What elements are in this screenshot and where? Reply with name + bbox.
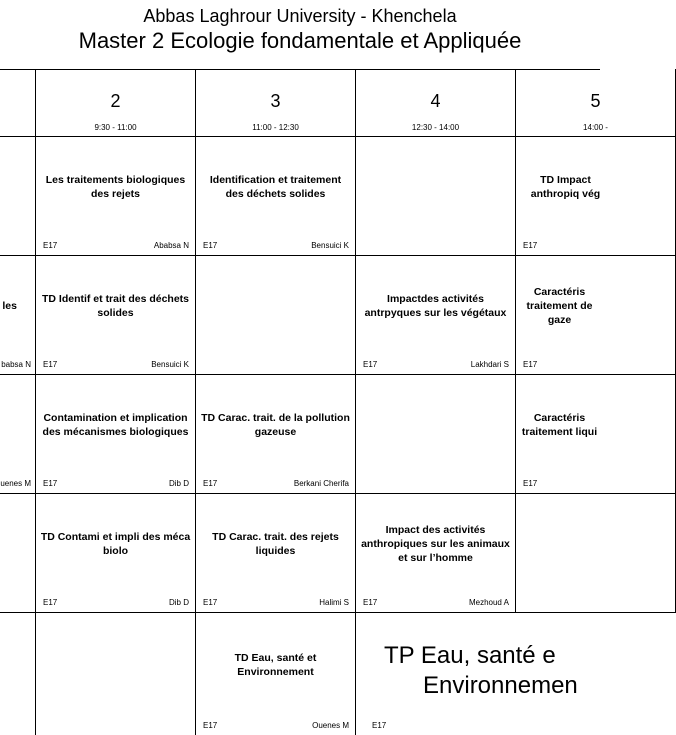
course-title [200,256,351,356]
session-cell[interactable] [0,375,36,494]
slot-header-2 [36,69,196,137]
room-code: E17 [43,241,58,250]
room-code: E17 [43,360,58,369]
room-code: E17 [43,479,58,488]
teacher-name: Lakhdari S [470,360,509,369]
slot-header-4 [356,69,516,137]
teacher-name: babsa N [1,360,31,369]
teacher-name: Berkani Cherifa [293,479,349,488]
slot-number: 5 [590,91,601,111]
slot-number: 2 [110,91,121,111]
session-cell[interactable] [516,256,676,375]
room-code: E17 [372,721,387,730]
teacher-name: Dib D [168,598,189,607]
session-cell[interactable] [356,137,516,256]
session-cell[interactable] [0,256,36,375]
course-title [360,375,511,475]
room-code: E17 [523,241,538,250]
teacher-name: Mezhoud A [468,598,509,607]
slot-time: 12:30 - 14:00 [411,123,460,132]
session-cell[interactable] [196,256,356,375]
session-cell[interactable] [0,613,36,735]
teacher-name: Bensuici K [151,360,189,369]
course-title: Identification et traitement des déchets solides [209,174,342,200]
room-code: E17 [523,479,538,488]
course-title: TD Contami et impli des méca biolo [40,531,191,557]
course-title: Caractéris traitement de gaze [526,286,593,326]
teacher-name: Dib D [168,479,189,488]
session-cell[interactable] [36,494,196,613]
course-title: TP Eau, santé e [384,642,556,669]
course-title [360,137,511,237]
session-cell[interactable] [0,494,36,613]
slot-time: 14:00 - [583,123,608,132]
course-title: TD Impact anthropiq vég [530,174,601,200]
slot-number: 4 [430,91,441,111]
session-cell[interactable] [356,256,516,375]
course-title: Contamination et implication des mécanismes biologiques [42,412,189,438]
slot-header-3 [196,69,356,137]
session-cell[interactable] [516,137,676,256]
timetable-grid [0,69,608,735]
course-title: TD Carac. trait. des rejets liquides [212,531,339,557]
room-code: E17 [203,598,218,607]
session-cell[interactable] [196,613,356,735]
room-code: E17 [523,360,538,369]
room-code: E17 [363,598,378,607]
course-title-line2: Environnemen [423,672,578,699]
room-code: E17 [363,360,378,369]
session-cell[interactable] [516,494,676,613]
teacher-name: Halimi S [319,598,349,607]
teacher-name: uenes M [0,479,31,488]
session-cell[interactable] [36,613,196,735]
slot-time: 9:30 - 11:00 [94,123,137,132]
course-title: TD Identif et trait des déchets solides [41,293,190,319]
slot-time: 11:00 - 12:30 [252,123,299,132]
session-cell[interactable] [356,494,516,613]
session-cell[interactable] [356,375,516,494]
course-title: les [2,300,17,312]
room-code: E17 [203,479,218,488]
session-cell[interactable] [196,137,356,256]
session-cell[interactable] [196,375,356,494]
session-cell[interactable] [36,375,196,494]
teacher-name: Bensuici K [311,241,349,250]
slot-number: 3 [270,91,281,111]
session-cell[interactable] [36,256,196,375]
university-name: Abbas Laghrour University - Khenchela [143,6,457,26]
session-cell[interactable] [516,375,676,494]
session-cell[interactable] [196,494,356,613]
session-cell-merged[interactable] [356,613,676,735]
room-code: E17 [203,721,218,730]
session-cell[interactable] [0,137,36,256]
slot-header-5 [516,69,676,137]
session-cell[interactable] [36,137,196,256]
course-title: Les traitements biologiques des rejets [45,174,186,200]
course-title: Impact des activités anthropiques sur les animaux et sur l’homme [361,524,510,564]
room-code: E17 [203,241,218,250]
course-title: Caractéris traitement liqui [521,412,598,438]
header-corner-cell [0,69,36,137]
course-title: TD Eau, santé et Environnement [234,652,317,678]
course-title: Impactdes activités antrpyques sur les végétaux [364,293,507,319]
room-code: E17 [43,598,58,607]
course-title: TD Carac. trait. de la pollution gazeuse [201,412,350,438]
teacher-name: Ababsa N [153,241,189,250]
course-title [3,137,31,237]
teacher-name: Ouenes M [312,721,349,730]
program-title: Master 2 Ecologie fondamentale et Appliquée [78,28,522,53]
